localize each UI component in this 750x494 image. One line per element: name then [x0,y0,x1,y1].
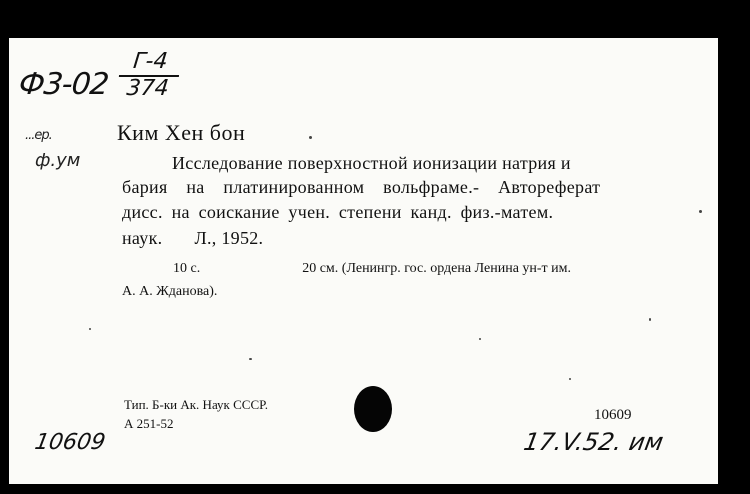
degree-field: наук. [122,228,163,248]
physical-description [173,261,571,277]
author-heading: Ким Хен бон [117,120,246,145]
accession-number-handwritten: 10609 [32,430,108,455]
speck [249,358,252,360]
catalog-card [9,38,718,484]
title-line-1: Исследование поверхностной ионизации натрия и [172,153,571,173]
accession-number-printed: 10609 [594,407,632,423]
speck [89,328,91,330]
publisher-continuation: А. А. Жданова). [122,284,218,299]
left-stamp: ...ер. [25,128,52,143]
shelfmark-fraction [116,50,181,101]
handwritten-mark: ф.ум [35,150,81,171]
speck [309,136,312,139]
shelfmark-denominator: 374 [125,76,170,101]
shelfmark-numerator: Г-4 [119,50,182,77]
title-line-4 [122,228,263,249]
shelfmark-main: Ф3-02 [17,67,110,102]
size-publisher: 20 см. (Ленингр. гос. ордена Ленина ун-т им. [302,261,572,276]
date-handwritten: 17.V.52. им [521,428,666,456]
title-line-2: бария на платинированном вольфраме.- Автореферат [122,177,601,197]
title-line-3: дисс. на соискание учен. степени канд. физ.-матем. [122,202,554,222]
speck [649,318,651,321]
speck [569,378,571,380]
printer-line: Тип. Б-ки Ак. Наук СССР. [124,397,268,412]
speck [699,210,702,213]
place-year: Л., 1952. [194,228,264,248]
printer-order-number: А 251-52 [124,416,174,431]
speck [479,338,481,340]
punch-hole [354,386,392,432]
page-count: 10 с. [173,261,201,276]
